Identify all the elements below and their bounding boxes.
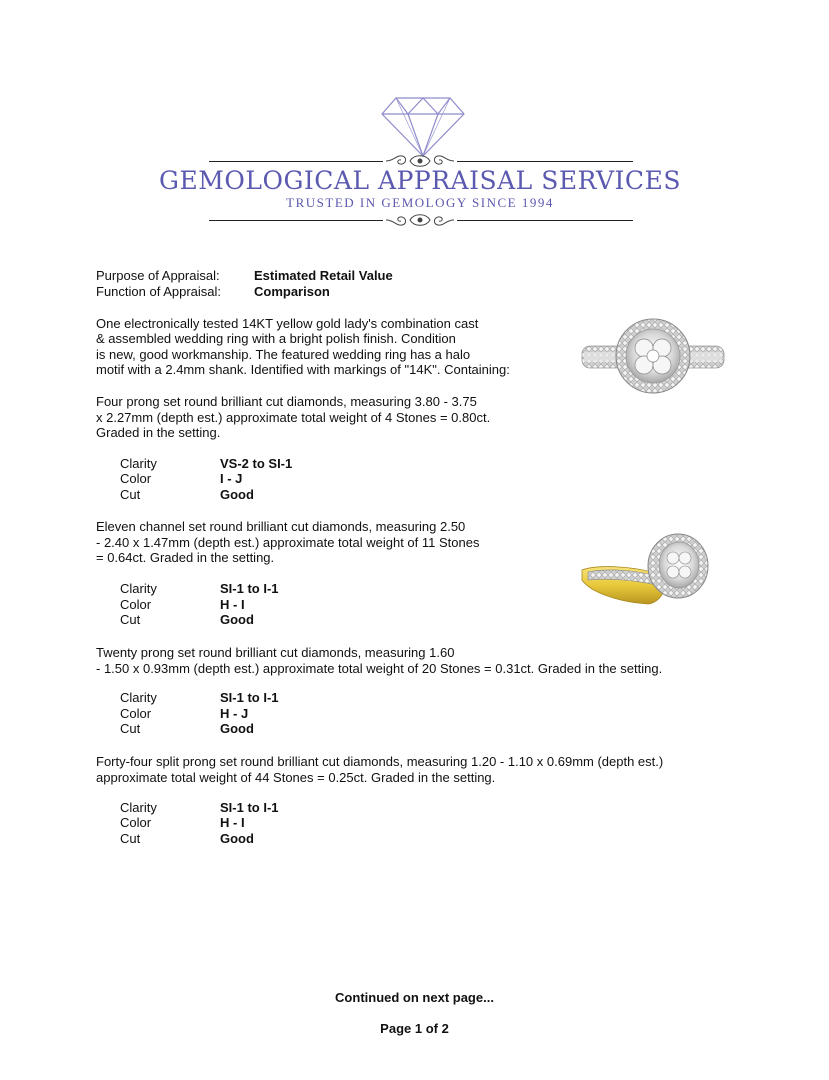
description-line: motif with a 2.4mm shank. Identified with markings of "14K". Containing:: [96, 362, 510, 377]
header-rule-bottom-right: [457, 220, 633, 221]
grade-label: Clarity: [120, 800, 157, 815]
function-label: Function of Appraisal:: [96, 284, 222, 299]
grade-value: SI-1 to I-1: [220, 581, 279, 596]
stone-group-line: Twenty prong set round brilliant cut diamonds, measuring 1.60: [96, 645, 455, 660]
grade-value: SI-1 to I-1: [220, 800, 279, 815]
grade-value: Good: [220, 831, 254, 846]
stone-group-line: Forty-four split prong set round brilliant cut diamonds, measuring 1.20 - 1.10 x 0.69mm (depth est.): [96, 754, 664, 769]
grade-label: Clarity: [120, 456, 157, 471]
grade-value: VS-2 to SI-1: [220, 456, 293, 471]
company-name: GEMOLOGICAL APPRAISAL SERVICES: [159, 166, 681, 195]
grade-label: Clarity: [120, 581, 157, 596]
grade-label: Color: [120, 597, 152, 612]
header-rule-top-right: [457, 161, 633, 162]
description-line: is new, good workmanship. The featured wedding ring has a halo: [96, 347, 471, 362]
grade-label: Cut: [120, 487, 141, 502]
grade-value: SI-1 to I-1: [220, 690, 279, 705]
grade-label: Color: [120, 706, 152, 721]
stone-group-line: x 2.27mm (depth est.) approximate total weight of 4 Stones = 0.80ct.: [96, 410, 491, 425]
grade-value: H - I: [220, 815, 245, 830]
stone-group-line: - 2.40 x 1.47mm (depth est.) approximate total weight of 11 Stones: [96, 535, 480, 550]
stone-group-line: = 0.64ct. Graded in the setting.: [96, 550, 275, 565]
ring-side-view-image: [578, 530, 724, 610]
grade-value: H - I: [220, 597, 245, 612]
grade-value: I - J: [220, 471, 243, 486]
scroll-ornament-icon: [384, 211, 456, 229]
grade-value: Good: [220, 612, 254, 627]
stone-group-line: Eleven channel set round brilliant cut diamonds, measuring 2.50: [96, 519, 466, 534]
stone-group-line: Four prong set round brilliant cut diamonds, measuring 3.80 - 3.75: [96, 394, 477, 409]
function-value: Comparison: [254, 284, 330, 299]
grade-label: Color: [120, 815, 152, 830]
description-line: & assembled wedding ring with a bright polish finish. Condition: [96, 331, 456, 346]
header-rule-bottom-left: [209, 220, 383, 221]
grade-value: H - J: [220, 706, 249, 721]
grade-label: Cut: [120, 831, 141, 846]
header-rule-top-left: [209, 161, 383, 162]
grade-value: Good: [220, 721, 254, 736]
grade-label: Cut: [120, 721, 141, 736]
continued-note: Continued on next page...: [335, 990, 494, 1005]
stone-group-line: approximate total weight of 44 Stones = 0.25ct. Graded in the setting.: [96, 770, 496, 785]
ring-top-view-image: [580, 316, 726, 396]
stone-group-line: Graded in the setting.: [96, 425, 221, 440]
grade-label: Color: [120, 471, 152, 486]
diamond-logo-icon: [380, 96, 466, 158]
page-number: Page 1 of 2: [380, 1021, 449, 1036]
grade-label: Cut: [120, 612, 141, 627]
grade-value: Good: [220, 487, 254, 502]
purpose-value: Estimated Retail Value: [254, 268, 393, 283]
purpose-label: Purpose of Appraisal:: [96, 268, 220, 283]
company-tagline: TRUSTED IN GEMOLOGY SINCE 1994: [286, 195, 554, 210]
stone-group-line: - 1.50 x 0.93mm (depth est.) approximate total weight of 20 Stones = 0.31ct. Graded in the setting.: [96, 661, 663, 676]
description-line: One electronically tested 14KT yellow gold lady's combination cast: [96, 316, 479, 331]
grade-label: Clarity: [120, 690, 157, 705]
